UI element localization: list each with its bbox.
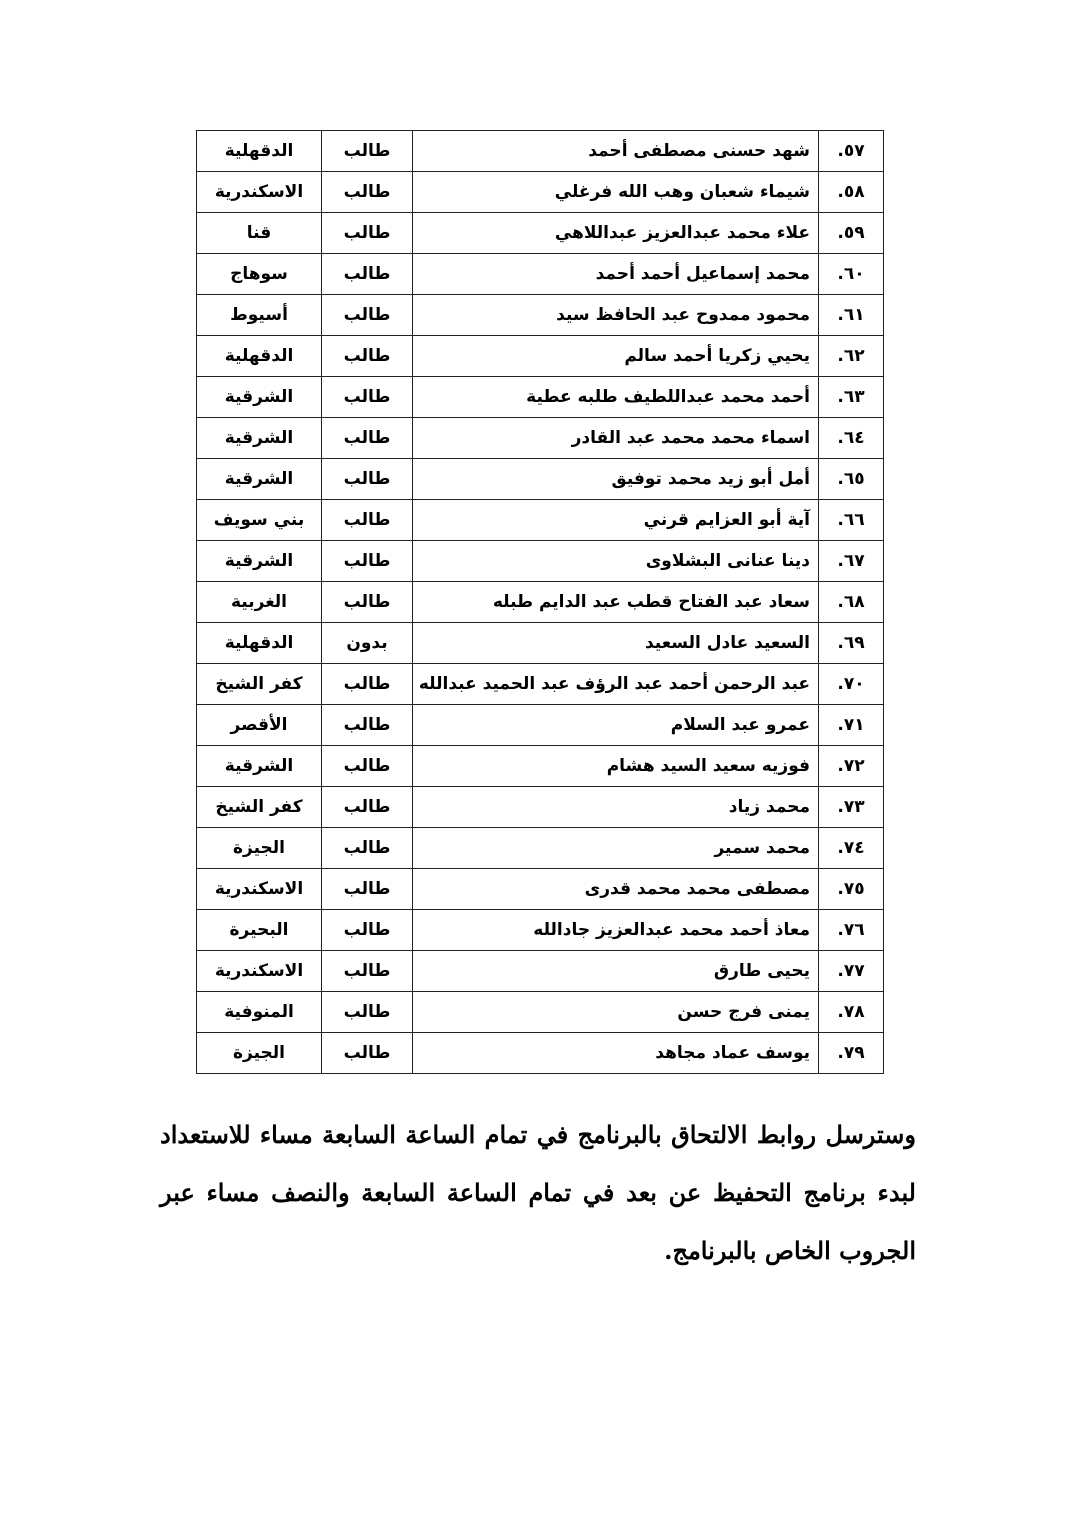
participant-name: دينا عنانى البشلاوى <box>413 541 819 582</box>
participant-name: معاذ أحمد محمد عبدالعزيز جادالله <box>413 910 819 951</box>
participant-name: عمرو عبد السلام <box>413 705 819 746</box>
participant-name: محمد زياد <box>413 787 819 828</box>
participant-governorate: قنا <box>197 213 322 254</box>
participant-governorate: الشرقية <box>197 377 322 418</box>
row-number: ٦٦. <box>819 500 884 541</box>
table-row <box>197 582 884 623</box>
participants-table <box>196 130 884 1074</box>
participant-governorate: الدقهلية <box>197 131 322 172</box>
participant-status: طالب <box>322 459 413 500</box>
table-row <box>197 910 884 951</box>
participant-name: شهد حسنى مصطفى أحمد <box>413 131 819 172</box>
table-row <box>197 213 884 254</box>
row-number: ٧٢. <box>819 746 884 787</box>
participant-status: طالب <box>322 336 413 377</box>
participant-status: طالب <box>322 377 413 418</box>
participant-name: محمود ممدوح عبد الحافظ سيد <box>413 295 819 336</box>
table-row <box>197 992 884 1033</box>
participant-governorate: الجيزة <box>197 828 322 869</box>
participant-governorate: الشرقية <box>197 459 322 500</box>
row-number: ٦٣. <box>819 377 884 418</box>
participant-status: طالب <box>322 992 413 1033</box>
table-row <box>197 1033 884 1074</box>
participant-status: طالب <box>322 1033 413 1074</box>
participant-name: يحيي زكريا أحمد سالم <box>413 336 819 377</box>
participant-name: فوزيه سعيد السيد هشام <box>413 746 819 787</box>
table-row <box>197 541 884 582</box>
participant-governorate: البحيرة <box>197 910 322 951</box>
participant-governorate: الشرقية <box>197 418 322 459</box>
table-row <box>197 869 884 910</box>
participant-status: طالب <box>322 828 413 869</box>
participant-name: محمد إسماعيل أحمد أحمد <box>413 254 819 295</box>
announcement-paragraph: وسترسل روابط الالتحاق بالبرنامج في تمام الساعة السابعة مساء للاستعداد لبدء برنامج التحفيظ عن بعد في تمام الساعة السابعة والنصف مساء عبر الجروب الخاص بالبرنامج. <box>160 1120 916 1265</box>
table-row <box>197 172 884 213</box>
row-number: ٦٤. <box>819 418 884 459</box>
participant-name: علاء محمد عبدالعزيز عبداللاهي <box>413 213 819 254</box>
participant-status: طالب <box>322 295 413 336</box>
row-number: ٧٤. <box>819 828 884 869</box>
participant-governorate: بني سويف <box>197 500 322 541</box>
participant-status: طالب <box>322 582 413 623</box>
table-row <box>197 295 884 336</box>
table-row <box>197 336 884 377</box>
participant-name: أحمد محمد عبداللطيف طلبه عطية <box>413 377 819 418</box>
participant-status: طالب <box>322 664 413 705</box>
participant-status: طالب <box>322 705 413 746</box>
participant-governorate: الاسكندرية <box>197 869 322 910</box>
table-row <box>197 377 884 418</box>
row-number: ٦٠. <box>819 254 884 295</box>
participant-status: طالب <box>322 910 413 951</box>
row-number: ٥٧. <box>819 131 884 172</box>
row-number: ٦٢. <box>819 336 884 377</box>
participant-status: طالب <box>322 131 413 172</box>
participant-name: يوسف عماد مجاهد <box>413 1033 819 1074</box>
row-number: ٧٩. <box>819 1033 884 1074</box>
participant-name: يمنى فرج حسن <box>413 992 819 1033</box>
table-row <box>197 418 884 459</box>
table-row <box>197 500 884 541</box>
row-number: ٦٥. <box>819 459 884 500</box>
participant-name: اسماء محمد محمد عبد القادر <box>413 418 819 459</box>
participant-governorate: الاسكندرية <box>197 172 322 213</box>
table-row <box>197 254 884 295</box>
participant-governorate: الدقهلية <box>197 623 322 664</box>
participants-table-body <box>197 131 884 1074</box>
row-number: ٧٧. <box>819 951 884 992</box>
participant-governorate: كفر الشيخ <box>197 664 322 705</box>
row-number: ٦٨. <box>819 582 884 623</box>
participant-governorate: الدقهلية <box>197 336 322 377</box>
participant-name: السعيد عادل السعيد <box>413 623 819 664</box>
participant-name: عبد الرحمن أحمد عبد الرؤف عبد الحميد عبدالله <box>413 664 819 705</box>
row-number: ٧٥. <box>819 869 884 910</box>
table-row <box>197 705 884 746</box>
table-row <box>197 131 884 172</box>
table-row <box>197 664 884 705</box>
participant-governorate: الشرقية <box>197 746 322 787</box>
participant-status: طالب <box>322 787 413 828</box>
row-number: ٦٩. <box>819 623 884 664</box>
table-row <box>197 746 884 787</box>
table-row <box>197 828 884 869</box>
table-row <box>197 459 884 500</box>
participant-governorate: كفر الشيخ <box>197 787 322 828</box>
participant-name: محمد سمير <box>413 828 819 869</box>
participant-governorate: المنوفية <box>197 992 322 1033</box>
participant-governorate: الاسكندرية <box>197 951 322 992</box>
participant-name: يحيى طارق <box>413 951 819 992</box>
participant-status: طالب <box>322 172 413 213</box>
table-row <box>197 623 884 664</box>
table-row <box>197 787 884 828</box>
row-number: ٧٣. <box>819 787 884 828</box>
participant-name: شيماء شعبان وهب الله فرغلي <box>413 172 819 213</box>
row-number: ٧٠. <box>819 664 884 705</box>
participant-status: طالب <box>322 418 413 459</box>
row-number: ٦١. <box>819 295 884 336</box>
participant-status: طالب <box>322 541 413 582</box>
row-number: ٧٦. <box>819 910 884 951</box>
participant-governorate: الغربية <box>197 582 322 623</box>
row-number: ٧١. <box>819 705 884 746</box>
participant-governorate: أسيوط <box>197 295 322 336</box>
row-number: ٦٧. <box>819 541 884 582</box>
row-number: ٥٩. <box>819 213 884 254</box>
participant-governorate: الجيزة <box>197 1033 322 1074</box>
participant-status: طالب <box>322 869 413 910</box>
participant-status: طالب <box>322 213 413 254</box>
participant-status: طالب <box>322 746 413 787</box>
participant-status: بدون <box>322 623 413 664</box>
participant-status: طالب <box>322 951 413 992</box>
participant-governorate: الأقصر <box>197 705 322 746</box>
participant-name: أمل أبو زيد محمد توفيق <box>413 459 819 500</box>
participant-governorate: الشرقية <box>197 541 322 582</box>
participant-name: سعاد عبد الفتاح قطب عبد الدايم طبله <box>413 582 819 623</box>
participant-status: طالب <box>322 500 413 541</box>
participant-name: مصطفى محمد محمد قدرى <box>413 869 819 910</box>
participant-status: طالب <box>322 254 413 295</box>
participant-name: آية أبو العزايم قرني <box>413 500 819 541</box>
table-row <box>197 951 884 992</box>
participant-governorate: سوهاج <box>197 254 322 295</box>
row-number: ٥٨. <box>819 172 884 213</box>
row-number: ٧٨. <box>819 992 884 1033</box>
